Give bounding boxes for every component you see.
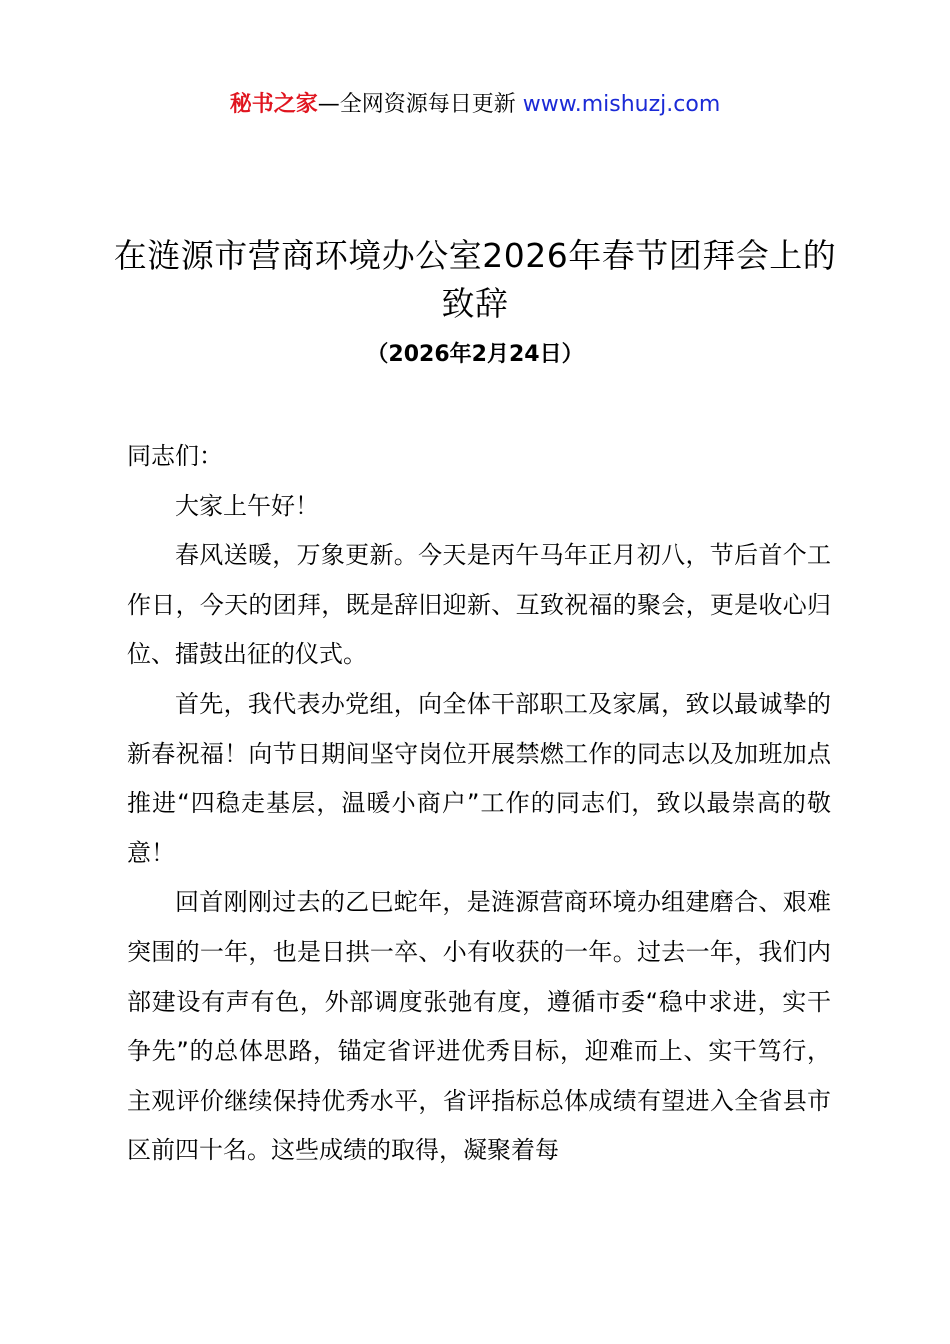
brand-name: 秘书之家 bbox=[229, 92, 318, 117]
paragraph: 首先，我代表办党组，向全体干部职工及家属，致以最诚挚的新春祝福！向节日期间坚守岗位开展禁燃工作的同志以及加班加点推进“四稳走基层，温暖小商户”工作的同志们，致以最崇高的敬意！ bbox=[127, 689, 831, 867]
document-title: 在涟源市营商环境办公室2026年春节团拜会上的致辞 bbox=[113, 236, 837, 323]
site-url-link[interactable]: www.mishuzj.com bbox=[522, 92, 721, 117]
paragraph: 春风送暖，万象更新。今天是丙午马年正月初八，节后首个工作日，今天的团拜，既是辞旧迎新、互致祝福的聚会，更是收心归位、擂鼓出征的仪式。 bbox=[127, 541, 831, 669]
salutation: 同志们： bbox=[127, 442, 223, 470]
paragraph: 大家上午好！ bbox=[175, 491, 319, 520]
paragraph: 回首刚刚过去的乙巳蛇年，是涟源营商环境办组建磨合、艰难突围的一年，也是日拱一卒、小有收获的一年。过去一年，我们内部建设有声有色，外部调度张弛有度，遵循市委“稳中求进，实干争先”的总体思路，锚定省评进优秀目标，迎难而上、实干笃行，主观评价继续保持优秀水平，省评指标总体成绩有望进入全省县市区前四十名。这些成绩的取得，凝聚着每 bbox=[127, 888, 831, 1165]
site-header bbox=[0, 88, 950, 122]
site-tagline: —全网资源每日更新 bbox=[317, 92, 523, 117]
document-date: （2026年2月24日） bbox=[366, 342, 584, 367]
document-body bbox=[127, 432, 831, 1176]
